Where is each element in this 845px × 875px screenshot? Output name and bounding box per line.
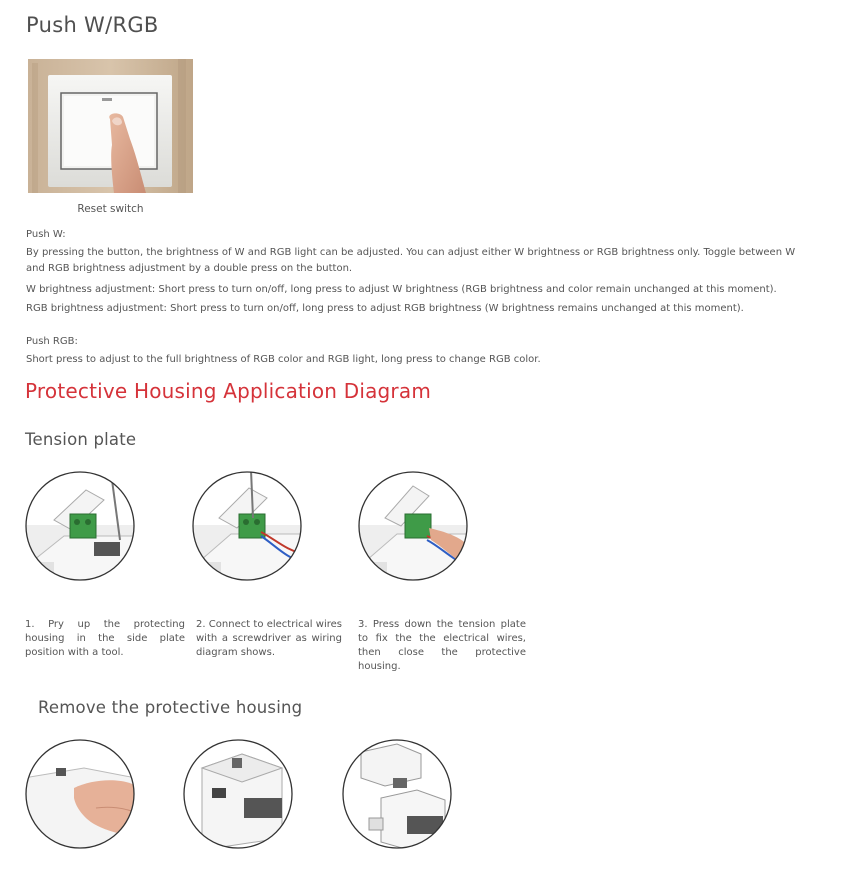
step-2-text: 2. Connect to electrical wires with a screwdriver as wiring diagram shows. <box>196 619 342 658</box>
push-rgb-heading: Push RGB: <box>26 336 78 347</box>
push-w-heading: Push W: <box>26 229 66 240</box>
push-w-description: By pressing the button, the brightness of W and RGB light can be adjusted. You can adjust either W brightness or RGB brightness only. Toggle between W and RGB brightness adjustment by a double press on the button. <box>26 247 796 274</box>
housing-remove-2-icon <box>182 738 294 850</box>
section-title-push: Push W/RGB <box>26 13 159 37</box>
remove-housing-heading: Remove the protective housing <box>38 698 303 717</box>
rgb-brightness-adjustment: RGB brightness adjustment: Short press to turn on/off, long press to adjust RGB brightness (W brightness remains unchanged at this moment). <box>26 303 744 314</box>
tension-plate-heading: Tension plate <box>25 430 137 449</box>
housing-wire-icon <box>191 470 303 582</box>
w-brightness-adjustment: W brightness adjustment: Short press to turn on/off, long press to adjust W brightness (RGB brightness and color remain unchanged at this moment). <box>26 284 777 295</box>
housing-press-icon <box>357 470 469 582</box>
photo-caption: Reset switch <box>77 203 144 215</box>
housing-remove-3-icon <box>341 738 453 850</box>
push-rgb-description: Short press to adjust to the full brightness of RGB color and RGB light, long press to change RGB color. <box>26 354 541 365</box>
section-title-housing: Protective Housing Application Diagram <box>25 379 431 403</box>
step-3-text: 3. Press down the tension plate to fix the the electrical wires, then close the protective housing. <box>358 619 526 672</box>
housing-pry-icon <box>24 470 136 582</box>
step-1-text: 1. Pry up the protecting housing in the side plate position with a tool. <box>25 619 185 658</box>
housing-remove-1-icon <box>24 738 136 850</box>
wall-switch-photo <box>28 59 193 193</box>
